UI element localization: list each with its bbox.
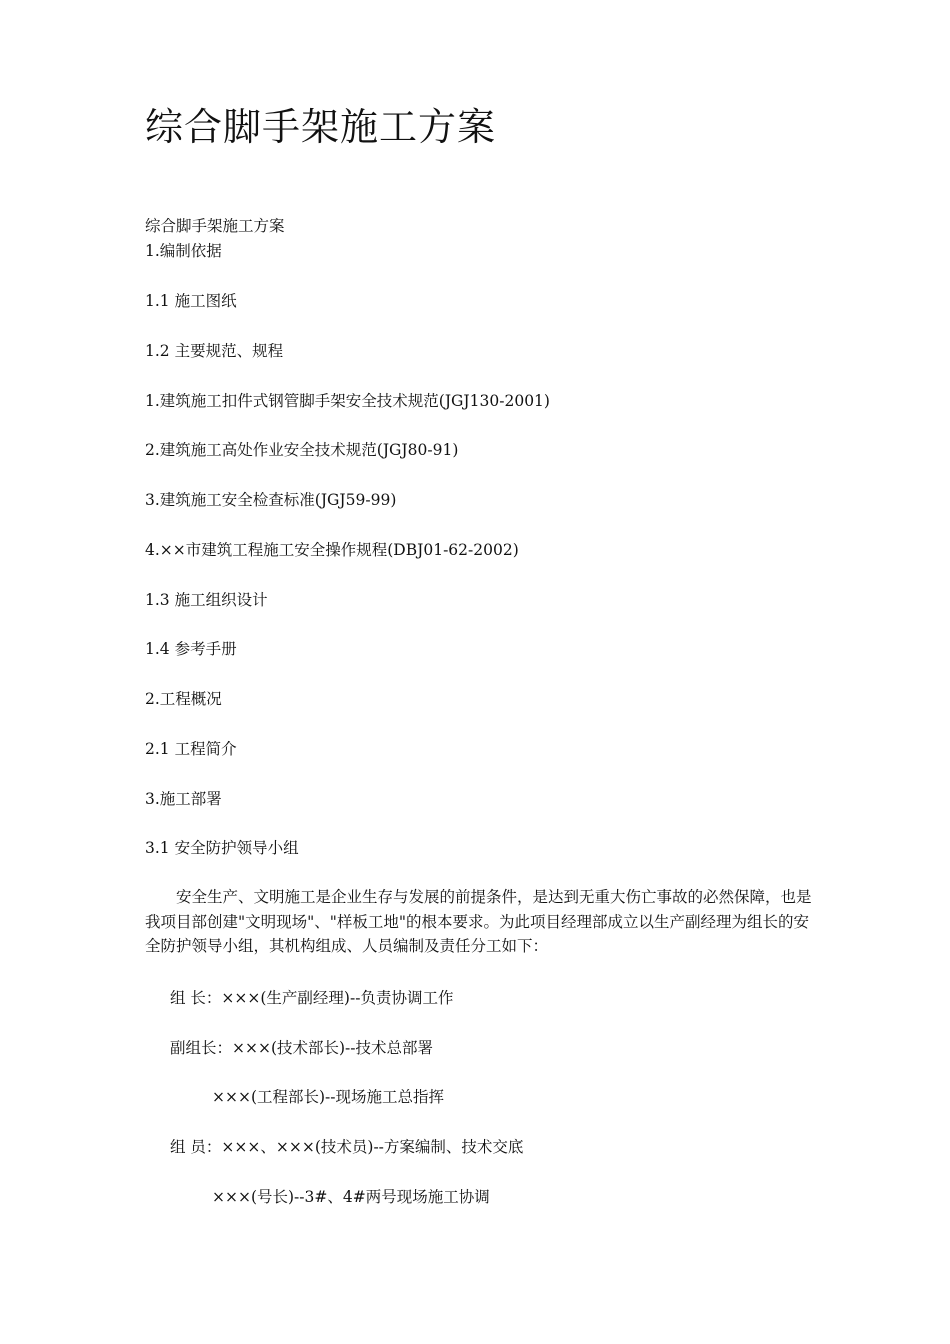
standard-item-3: 3.建筑施工安全检查标准(JGJ59-99): [145, 491, 397, 509]
document-subtitle: 综合脚手架施工方案: [145, 217, 285, 235]
subsection-3-1: 3.1 安全防护领导小组: [145, 839, 299, 857]
subsection-2-1: 2.1 工程简介: [145, 740, 237, 758]
body-paragraph: 安全生产、文明施工是企业生存与发展的前提条件，是达到无重大伤亡事故的必然保障，也是我项目部创建"文明现场"、"样板工地"的根本要求。为此项目经理部成立以生产副经理为组长的安全防护领导小组，其机构组成、人员编制及责任分工如下：: [145, 888, 812, 955]
deputy-leader-line: 副组长：×××(技术部长)--技术总部署: [170, 1039, 434, 1057]
section-heading-2: 2.工程概况: [145, 690, 222, 708]
team-member-line-2: ×××(号长)--3#、4#两号现场施工协调: [212, 1188, 490, 1206]
subsection-1-4: 1.4 参考手册: [145, 640, 237, 658]
standard-item-4: 4.××市建筑工程施工安全操作规程(DBJ01-62-2002): [145, 541, 519, 559]
document-title: 综合脚手架施工方案: [145, 105, 497, 149]
section-heading-1: 1.编制依据: [145, 242, 222, 260]
deputy-leader-line-2: ×××(工程部长)--现场施工总指挥: [212, 1088, 445, 1106]
subsection-1-3: 1.3 施工组织设计: [145, 591, 268, 609]
team-leader-line: 组 长：×××(生产副经理)--负责协调工作: [170, 989, 454, 1007]
standard-item-1: 1.建筑施工扣件式钢管脚手架安全技术规范(JGJ130-2001): [145, 392, 550, 410]
standard-item-2: 2.建筑施工高处作业安全技术规范(JGJ80-91): [145, 441, 459, 459]
subsection-1-1: 1.1 施工图纸: [145, 292, 237, 310]
subsection-1-2: 1.2 主要规范、规程: [145, 342, 284, 360]
section-heading-3: 3.施工部署: [145, 790, 222, 808]
team-member-line: 组 员：×××、×××(技术员)--方案编制、技术交底: [170, 1138, 524, 1156]
